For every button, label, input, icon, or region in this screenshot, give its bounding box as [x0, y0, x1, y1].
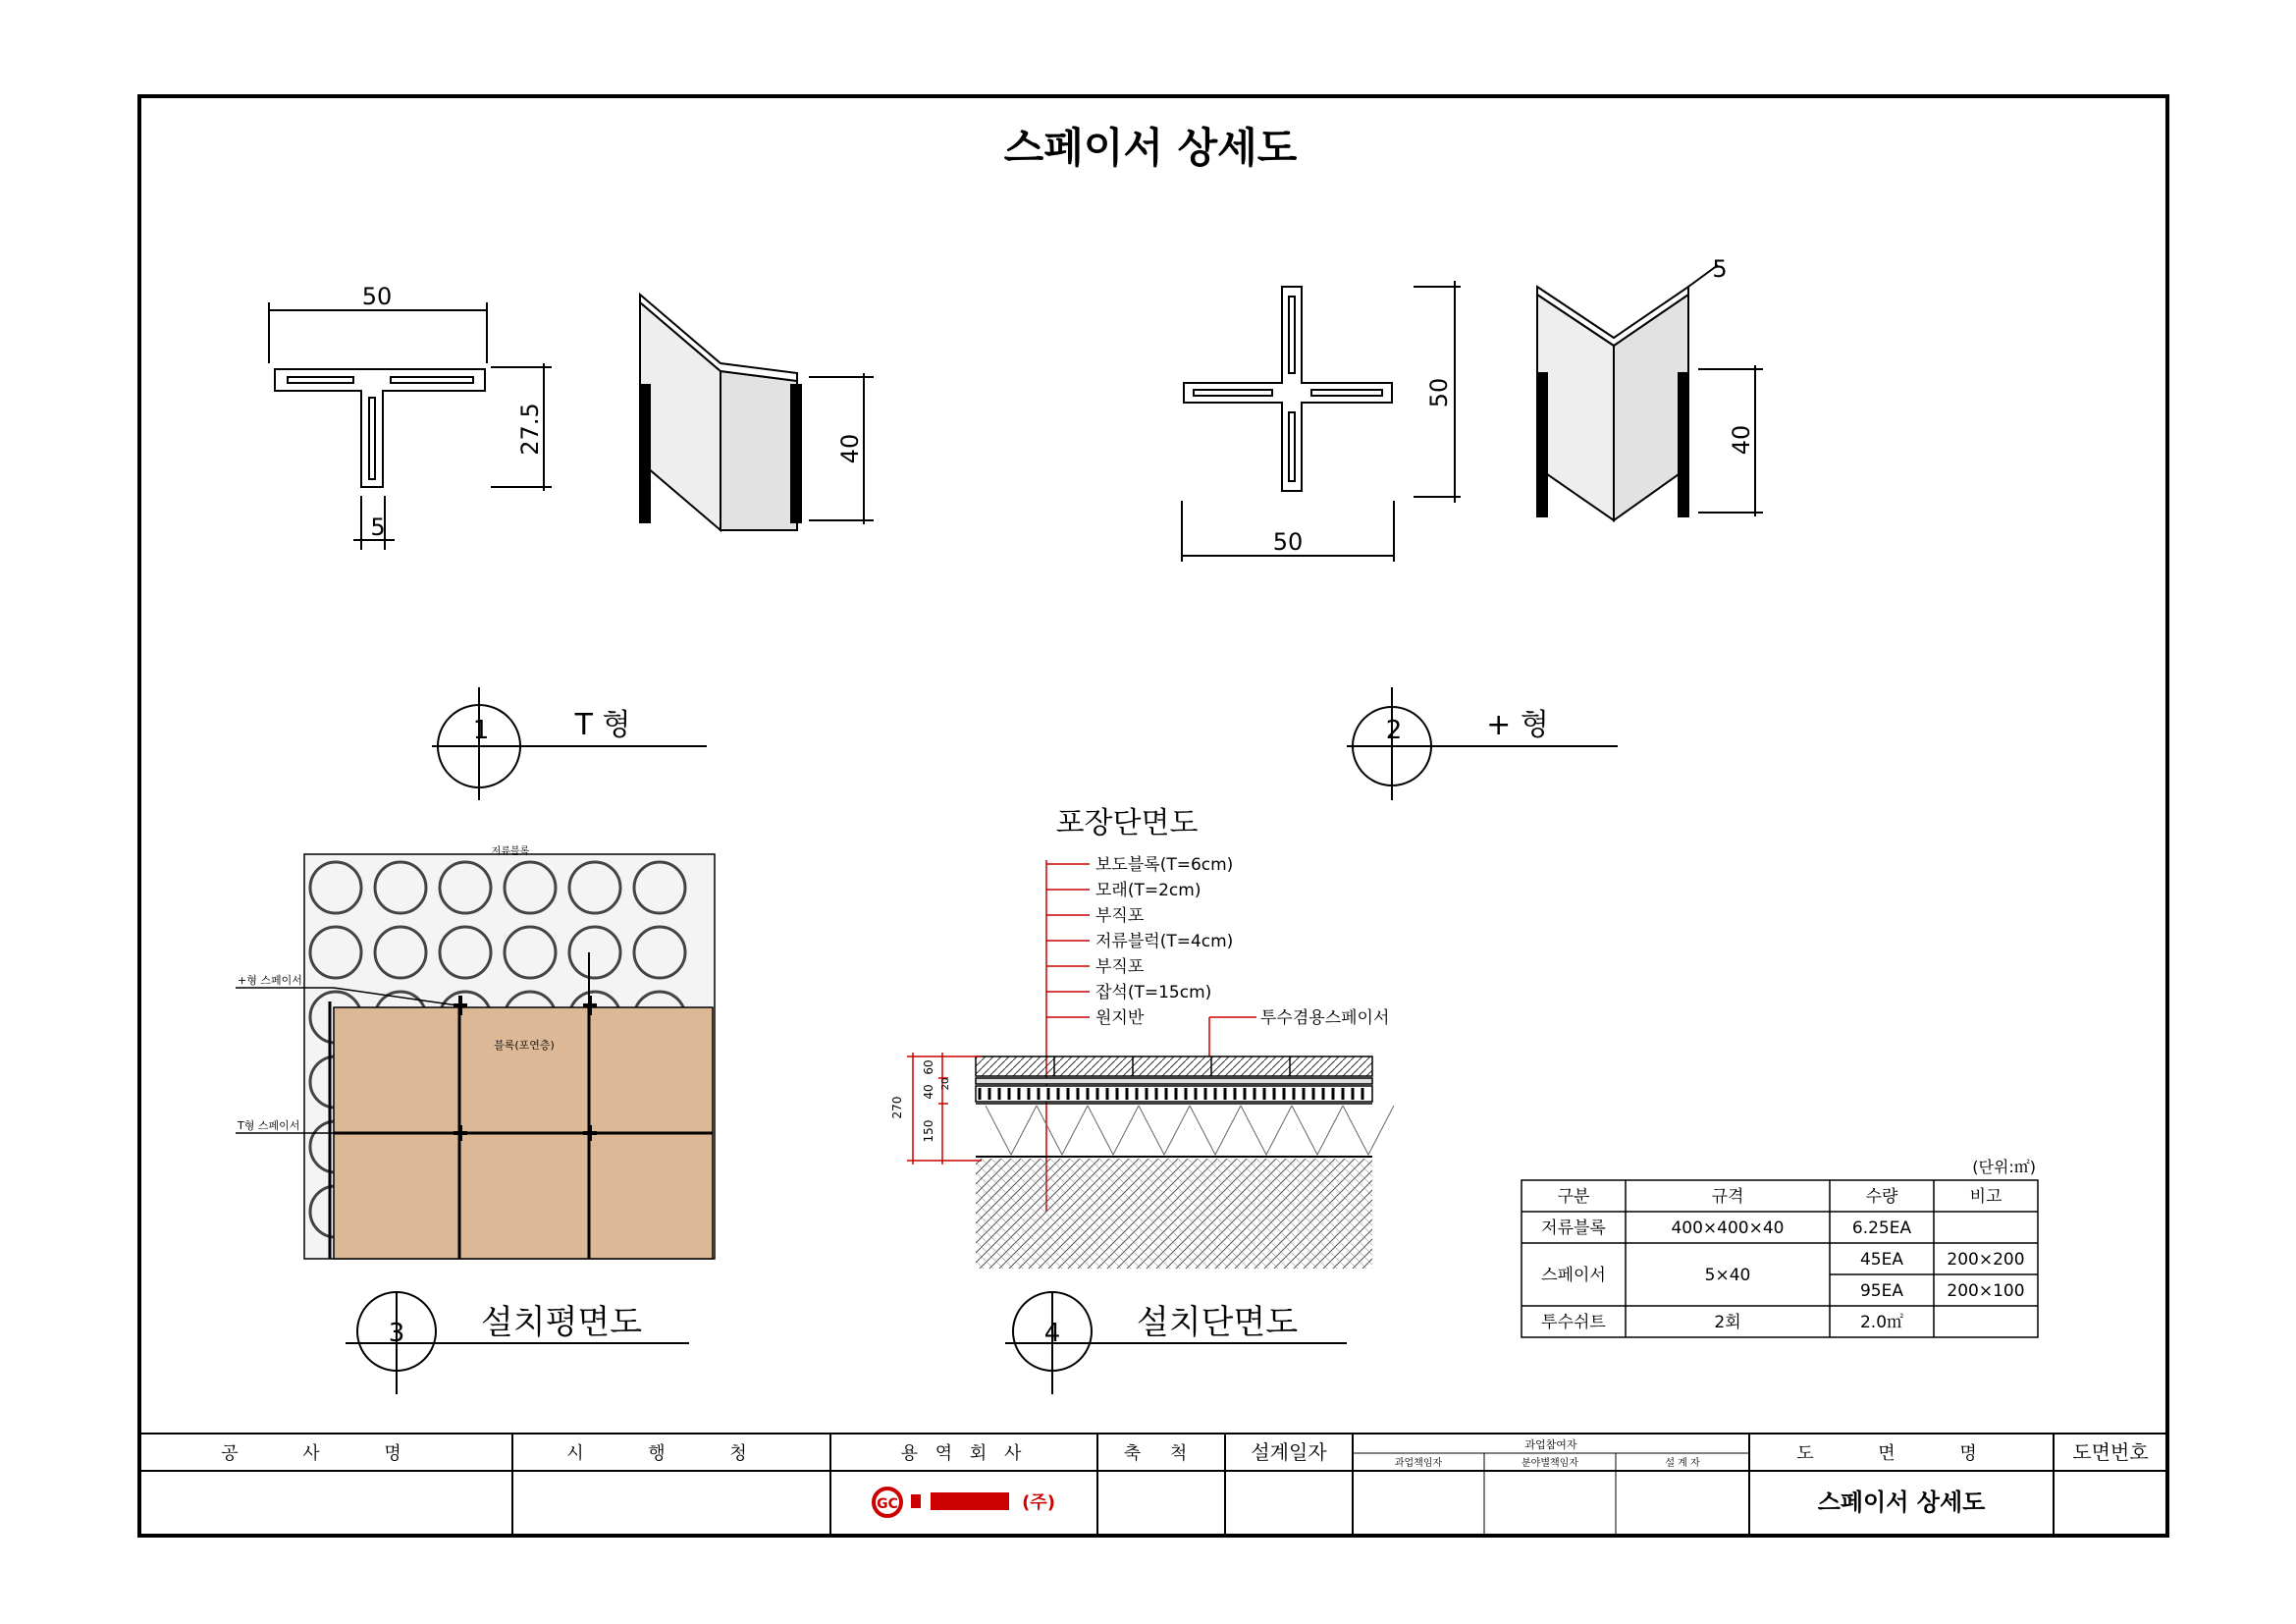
plus-width-dim: 50 — [1272, 528, 1304, 556]
plus-type-iso-view — [1537, 265, 1763, 520]
table-cell: 2회 — [1714, 1313, 1741, 1332]
tb-date-label: 설계일자 — [1251, 1440, 1327, 1464]
table-header: 비고 — [1969, 1187, 2002, 1207]
spacer-callout-label: 투수겸용스페이서 — [1260, 1008, 1390, 1028]
t-width-dim: 50 — [361, 283, 393, 310]
plus-depth-dim: 40 — [1728, 424, 1755, 456]
table-cell: 저류블록 — [1541, 1218, 1606, 1238]
gravel-outline — [1343, 1106, 1394, 1155]
view-label-t-type: T 형 — [574, 708, 631, 742]
table-cell: 2.0㎡ — [1859, 1313, 1904, 1332]
dim-20: 20 — [940, 1077, 951, 1091]
table-cell: 200×100 — [1947, 1281, 2025, 1301]
section-layer-label: 부직포 — [1095, 906, 1145, 926]
tb-drawing-name-value: 스페이서 상세도 — [1817, 1489, 1986, 1516]
table-cell: 200×200 — [1947, 1250, 2025, 1270]
gravel-outline — [1190, 1106, 1241, 1155]
view-label-plan: 설치평면도 — [480, 1303, 643, 1342]
tb-authority-label: 시 행 청 — [566, 1443, 776, 1464]
section-layer-label: 부직포 — [1095, 957, 1145, 977]
view-label-plus-type: + 형 — [1486, 708, 1549, 742]
plan-plus-spacer-label: +형 스페이서 — [238, 974, 302, 987]
dim-150: 150 — [922, 1119, 935, 1143]
plan-view — [236, 854, 715, 1259]
view-number-1: 1 — [472, 716, 490, 745]
table-cell: 스페이서 — [1541, 1266, 1606, 1285]
gravel-outline — [1241, 1106, 1292, 1155]
gravel-outline — [1088, 1106, 1139, 1155]
section-layer-label: 저류블럭(T=4cm) — [1095, 932, 1234, 951]
dim-total: 270 — [890, 1096, 904, 1119]
plus-slot-dim: 5 — [1712, 255, 1728, 283]
sheet-title: 스페이서 상세도 — [1003, 124, 1298, 172]
section-layer-label: 원지반 — [1095, 1008, 1145, 1028]
plus-type-plan-view — [1182, 281, 1461, 562]
table-cell: 5×40 — [1704, 1266, 1751, 1285]
section-dims — [907, 1053, 982, 1164]
gravel-outline — [986, 1106, 1037, 1155]
table-header: 수량 — [1865, 1187, 1898, 1207]
dim-60: 60 — [922, 1059, 935, 1075]
t-depth-dim: 40 — [836, 433, 864, 464]
t-slot-dim: 5 — [370, 514, 386, 541]
dim-40: 40 — [922, 1084, 935, 1100]
table-cell: 6.25EA — [1851, 1218, 1912, 1238]
view-label-section: 설치단면도 — [1136, 1303, 1299, 1342]
table-header: 규격 — [1711, 1187, 1744, 1207]
view-number-2: 2 — [1385, 716, 1403, 745]
tb-scale-label: 축 척 — [1123, 1443, 1200, 1464]
view-number-4: 4 — [1043, 1319, 1061, 1348]
view-number-3: 3 — [388, 1319, 405, 1348]
tb-project-label: 공 사 명 — [221, 1443, 431, 1464]
table-cell: 400×400×40 — [1671, 1218, 1785, 1238]
svg-text:GC: GC — [877, 1496, 898, 1512]
tb-company-label: 용 역 회 사 — [900, 1443, 1028, 1464]
table-unit: (단위:㎡) — [1972, 1158, 2036, 1176]
gravel-outline — [1139, 1106, 1190, 1155]
tb-drawing-name-label: 도 면 명 — [1796, 1443, 2006, 1464]
table-cell: 투수쉬트 — [1541, 1313, 1606, 1332]
plan-block-label: 블록(포연층) — [494, 1039, 555, 1052]
section-heading: 포장단면도 — [1055, 806, 1199, 840]
table-cell: 45EA — [1859, 1250, 1904, 1270]
section-layer-label: 보도블록(T=6cm) — [1095, 855, 1234, 875]
t-height-dim: 27.5 — [516, 403, 544, 456]
company-name: (주) — [1022, 1492, 1055, 1513]
plan-top-label: 저류블록 — [491, 846, 530, 857]
section-layer-label: 모래(T=2cm) — [1095, 881, 1201, 900]
tb-drawing-no-label: 도면번호 — [2072, 1440, 2149, 1464]
table-header: 구분 — [1557, 1187, 1590, 1207]
tb-participants-label: 과업참여자 — [1524, 1438, 1577, 1451]
section-cross-view — [976, 1056, 1394, 1269]
section-layer-label: 잡석(T=15cm) — [1095, 983, 1212, 1002]
plus-height-dim: 50 — [1425, 377, 1453, 408]
t-type-iso-view — [640, 295, 874, 530]
tb-manager-label: 과업책임자 — [1394, 1458, 1443, 1469]
gravel-outline — [1292, 1106, 1343, 1155]
company-logo — [874, 1489, 1009, 1516]
t-type-plan-view — [269, 302, 552, 550]
tb-designer-label: 설 계 자 — [1665, 1458, 1700, 1469]
table-cell: 95EA — [1859, 1281, 1904, 1301]
plan-t-spacer-label: T형 스페이서 — [238, 1119, 300, 1132]
tb-field-manager-label: 분야별책임자 — [1522, 1458, 1578, 1469]
gravel-outline — [1037, 1106, 1088, 1155]
